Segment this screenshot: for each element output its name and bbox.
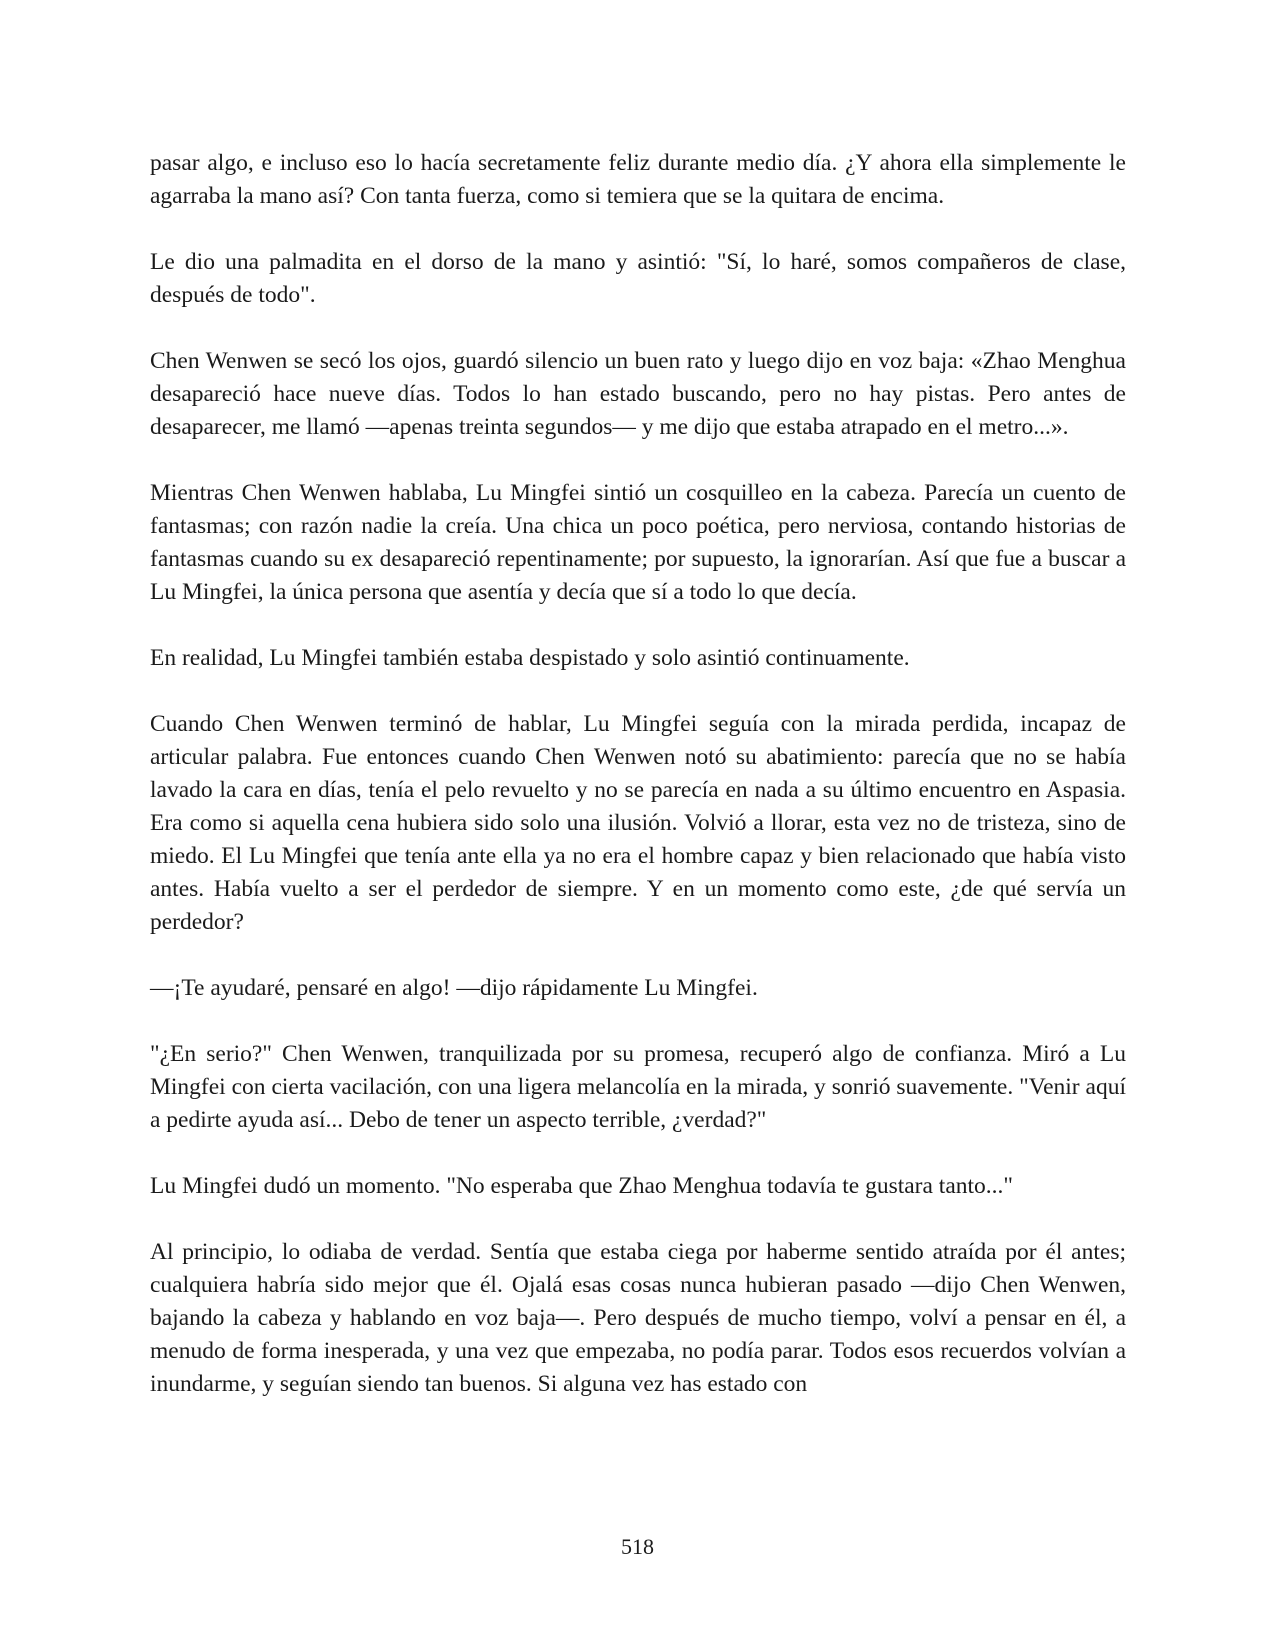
paragraph: Al principio, lo odiaba de verdad. Sentía que estaba ciega por haberme sentido atraída por él antes; cualquiera habría sido mejor que él. Ojalá esas cosas nunca hubieran pasado —dijo Chen Wenwen, bajando la cabeza y hablando en voz baja—. Pero después de mucho tiempo, volví a pensar en él, a menudo de forma inesperada, y una vez que empezaba, no podía parar. Todos esos recuerdos volvían a inundarme, y seguían siendo tan buenos. Si alguna vez has estado con — [150, 1239, 1126, 1397]
paragraph: En realidad, Lu Mingfei también estaba despistado y solo asintió continuamente. — [150, 645, 910, 671]
paragraph: Cuando Chen Wenwen terminó de hablar, Lu Mingfei seguía con la mirada perdida, incapaz de articular palabra. Fue entonces cuando Chen Wenwen notó su abatimiento: parecía que no se había lavado la cara en días, tenía el pelo revuelto y no se parecía en nada a su último encuentro en Aspasia. Era como si aquella cena hubiera sido solo una ilusión. Volvió a llorar, esta vez no de tristeza, sino de miedo. El Lu Mingfei que tenía ante ella ya no era el hombre capaz y bien relacionado que había visto antes. Había vuelto a ser el perdedor de siempre. Y en un momento como este, ¿de qué servía un perdedor? — [150, 711, 1126, 935]
body-text — [150, 147, 1126, 1434]
paragraph: Le dio una palmadita en el dorso de la mano y asintió: "Sí, lo haré, somos compañeros de clase, después de todo". — [150, 249, 1126, 308]
page-number: 518 — [621, 1534, 654, 1559]
paragraph: Lu Mingfei dudó un momento. "No esperaba que Zhao Menghua todavía te gustara tanto..." — [150, 1173, 1014, 1199]
paragraph: Chen Wenwen se secó los ojos, guardó silencio un buen rato y luego dijo en voz baja: «Zhao Menghua desapareció hace nueve días. Todos lo han estado buscando, pero no hay pistas. Pero antes de desaparecer, me llamó —apenas treinta segundos— y me dijo que estaba atrapado en el metro...». — [150, 348, 1126, 440]
paragraph: —¡Te ayudaré, pensaré en algo! —dijo rápidamente Lu Mingfei. — [150, 975, 758, 1001]
paragraph: "¿En serio?" Chen Wenwen, tranquilizada por su promesa, recuperó algo de confianza. Miró a Lu Mingfei con cierta vacilación, con una ligera melancolía en la mirada, y sonrió suavemente. "Venir aquí a pedirte ayuda así... Debo de tener un aspecto terrible, ¿verdad?" — [150, 1041, 1126, 1133]
paragraph: pasar algo, e incluso eso lo hacía secretamente feliz durante medio día. ¿Y ahora ella simplemente le agarraba la mano así? Con tanta fuerza, como si temiera que se la quitara de encima. — [150, 150, 1126, 209]
paragraph: Mientras Chen Wenwen hablaba, Lu Mingfei sintió un cosquilleo en la cabeza. Parecía un cuento de fantasmas; con razón nadie la creía. Una chica un poco poética, pero nerviosa, contando historias de fantasmas cuando su ex desapareció repentinamente; por supuesto, la ignorarían. Así que fue a buscar a Lu Mingfei, la única persona que asentía y decía que sí a todo lo que decía. — [150, 480, 1126, 605]
